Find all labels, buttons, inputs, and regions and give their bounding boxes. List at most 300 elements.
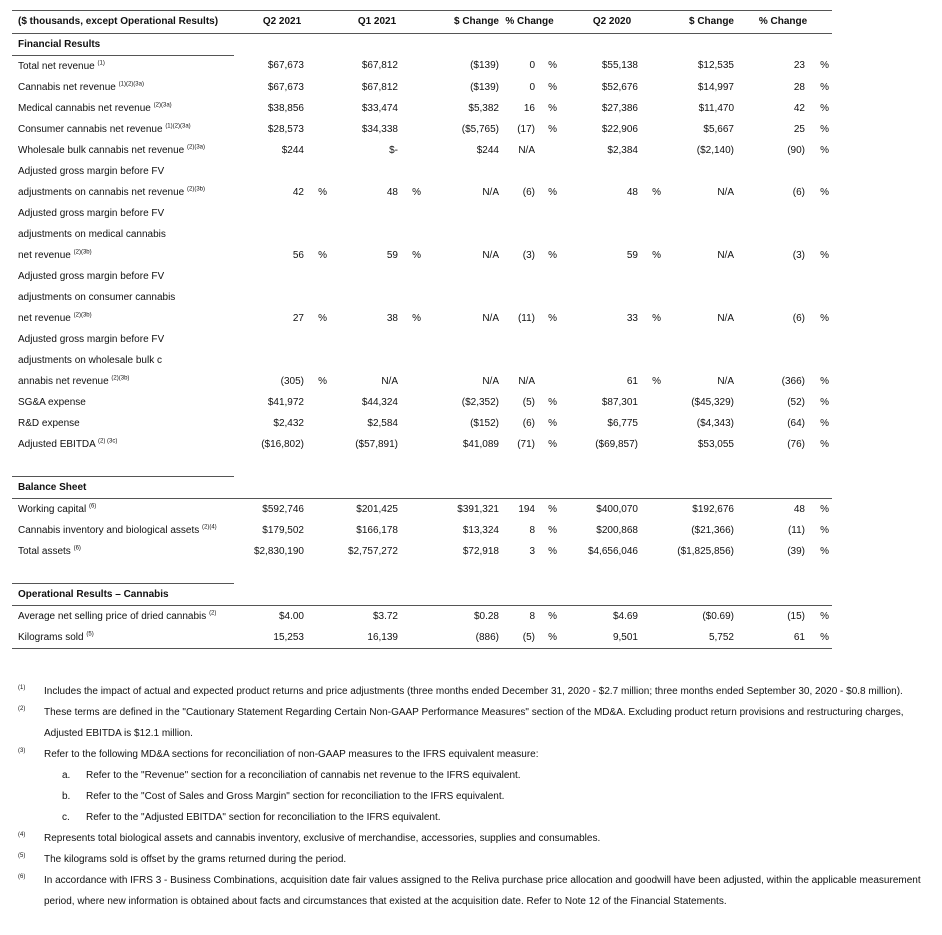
row-label-text: Wholesale bulk cannabis net revenue [18,144,185,156]
table-row [12,98,832,119]
cell-q2-2021: 56 [292,249,304,261]
spacer-cell [664,455,734,477]
cell-q2-2020: $4.69 [612,610,638,622]
row-filler [234,161,832,182]
cell-q2-2020: 59 [626,249,638,261]
table-row [12,392,832,413]
cell-change-1: $5,382 [468,102,499,114]
cell-pct-change-2-sign: % [820,312,829,324]
footnote-text: The kilograms sold is offset by the grams returned during the period. [44,854,347,865]
cell-pct-change-1: 16 [523,102,535,114]
table-row [12,371,832,392]
cell-pct-change-2-sign: % [820,186,829,198]
footnote-text: These terms are defined in the "Cautionary Statement Regarding Certain Non-GAAP Performance Measures" section of the MD&A. Excluding product return provisions and restructuring charges, Adjusted EBITDA is $12.1 million. [44,707,904,739]
cell-q2-2021-sign [304,413,330,434]
table-row [12,413,832,434]
cell-pct-change-1: (5) [499,627,535,649]
cell-q2-2020-sign [638,627,664,649]
header-pct-change-2: % Change [734,11,832,34]
cell-change-1: ($2,352) [461,396,499,408]
cell-q2-2020-sign [638,140,664,161]
row-label [12,56,234,78]
cell-q2-2020: $55,138 [601,60,638,72]
row-label-line: Adjusted gross margin before FV [18,165,165,177]
footnote-ref: (1)(2)(3a) [165,123,191,130]
cell-pct-change-2-sign: % [820,123,829,135]
header-change-2: $ Change [664,11,734,34]
cell-pct-change-1: (17) [517,123,535,135]
row-label [12,77,234,98]
spacer-cell [499,562,535,584]
footnote-subitem-mark: b. [62,791,71,802]
cell-q2-2020: 9,501 [560,627,638,649]
cell-pct-change-1-sign: % [548,545,557,557]
row-label-line: Adjusted gross margin before FV [18,333,165,345]
cell-pct-change-1: (6) [522,417,535,429]
cell-q1-2021-sign: % [412,312,421,324]
cell-pct-change-1: 3 [529,545,535,557]
cell-change-2: $53,055 [697,438,734,450]
footnote-ref: (2)(3b) [73,249,92,256]
cell-pct-change-2-sign: % [820,610,829,622]
cell-pct-change-2-sign: % [820,60,829,72]
cell-q1-2021: $166,178 [356,524,398,536]
cell-pct-change-1: 0 [529,81,535,93]
spacer-cell [304,562,330,584]
cell-pct-change-1-sign: % [548,396,557,408]
cell-q2-2021-sign [304,520,330,541]
section-title: Balance Sheet [12,477,234,499]
cell-pct-change-1: N/A [518,144,535,156]
cell-q2-2021-sign [304,541,330,562]
footnote-ref: (2)(3b) [73,312,92,319]
cell-change-1: N/A [482,249,499,261]
cell-change-2: $12,535 [697,60,734,72]
cell-pct-change-2-sign: % [820,102,829,114]
row-label [12,308,234,329]
footnote-text: Includes the impact of actual and expected product returns and price adjustments (three months ended December 31, 2020 - $2.7 million; three months ended September 30, 2020 - $0.8 million). [44,686,903,697]
footnote-subitem [16,786,928,807]
footnote-ref: (6) [88,503,97,510]
footnote-subitem-text: Refer to the "Adjusted EBITDA" section for reconciliation to the IFRS equivalent. [86,812,441,823]
cell-q2-2021-sign [304,627,330,649]
cell-q2-2020: 48 [626,186,638,198]
footnote [16,702,928,744]
cell-pct-change-2: (90) [787,144,805,156]
cell-change-1: $72,918 [462,545,499,557]
spacer-cell [535,455,560,477]
cell-pct-change-1: (3) [522,249,535,261]
cell-q2-2020: 33 [626,312,638,324]
cell-q1-2021: 59 [386,249,398,261]
row-filler [234,224,832,245]
row-label [12,499,234,521]
row-label [12,245,234,266]
cell-q2-2020-sign: % [652,375,661,387]
cell-q1-2021: $2,757,272 [347,545,398,557]
cell-q1-2021: 38 [386,312,398,324]
cell-pct-change-1: (11) [517,312,535,324]
cell-pct-change-2: (76) [787,438,805,450]
footnote-ref: (1)(2)(3a) [118,81,144,88]
table-row [12,140,832,161]
cell-change-2: N/A [717,375,734,387]
footnote-subitem-text: Refer to the "Revenue" section for a reconciliation of cannabis net revenue to the IFRS equivalent. [86,770,521,781]
cell-q2-2020-sign [638,56,664,78]
cell-q2-2020: $200,868 [596,524,638,536]
table-row [12,182,832,203]
footnote-ref: (5) [86,631,94,638]
section-header-rule [234,34,832,56]
cell-q2-2021-sign: % [318,186,327,198]
table-row [12,56,832,78]
cell-q2-2020-sign [638,434,664,455]
cell-pct-change-1-sign: % [548,123,557,135]
cell-q1-2021-sign [398,627,424,649]
cell-pct-change-2: 23 [793,60,805,72]
spacer-cell [560,562,638,584]
footnote-ref: (2)(3b) [187,186,206,193]
cell-change-1: (886) [424,627,499,649]
cell-q1-2021: N/A [381,375,398,387]
cell-pct-change-2: (64) [787,417,805,429]
cell-q2-2021: (305) [280,375,304,387]
header-q1-2021: Q1 2021 [330,11,424,34]
cell-q2-2020-sign [638,392,664,413]
footnote-ref: (6) [73,545,81,552]
cell-change-2: 5,752 [664,627,734,649]
row-label-text: adjustments on cannabis net revenue [18,186,185,198]
cell-pct-change-2-sign: % [820,81,829,93]
cell-pct-change-1-sign: % [548,503,557,515]
header-q2-2020: Q2 2020 [560,11,664,34]
spacer-cell [805,562,832,584]
header-change-1: $ Change [424,11,499,34]
header-label: ($ thousands, except Operational Results) [12,11,234,34]
cell-change-1: ($5,765) [461,123,499,135]
cell-change-1: N/A [482,375,499,387]
cell-pct-change-2: (366) [781,375,805,387]
footnote [16,681,928,702]
cell-pct-change-2-sign: % [820,438,829,450]
cell-pct-change-1-sign [535,371,560,392]
spacer-cell [499,455,535,477]
footnote-mark: (3) [18,748,26,754]
spacer-cell [424,455,499,477]
cell-pct-change-2-sign: % [820,524,829,536]
cell-q1-2021-sign [398,98,424,119]
table-row [12,119,832,140]
cell-pct-change-2-sign: % [820,417,829,429]
cell-q2-2021-sign [304,499,330,521]
footnote-subitem-mark: c. [62,812,70,823]
spacer-cell [330,562,398,584]
spacer-cell [304,455,330,477]
row-label [12,541,234,562]
row-label-text: Average net selling price of dried cannabis [18,610,207,622]
spacer-cell [12,562,234,584]
spacer-cell [734,562,805,584]
cell-q1-2021-sign [398,392,424,413]
table-row [12,499,832,521]
cell-q1-2021: $2,584 [367,417,398,429]
cell-pct-change-1-sign: % [548,610,557,622]
section-header-row [12,584,832,606]
cell-change-1: $13,324 [462,524,499,536]
cell-change-1: ($139) [470,81,499,93]
cell-pct-change-1: 194 [518,503,535,515]
cell-q1-2021: $3.72 [372,610,398,622]
table-row-label-line [12,266,832,287]
section-header-rule [234,584,832,606]
cell-q2-2021-sign [304,434,330,455]
table-row-label-line [12,161,832,182]
row-label [12,140,234,161]
spacer-cell [398,455,424,477]
cell-change-2: N/A [717,249,734,261]
cell-q2-2021: 15,253 [234,627,304,649]
cell-q2-2020: 61 [626,375,638,387]
cell-q2-2021-sign [304,119,330,140]
row-label [12,119,234,140]
section-header-row [12,34,832,56]
cell-q2-2021-sign: % [318,249,327,261]
row-label-text: Medical cannabis net revenue [18,102,151,114]
cell-q2-2021: $4.00 [278,610,304,622]
footnote-ref: (2)(4) [202,524,217,531]
table-header-row [12,11,832,34]
header-q2-2021: Q2 2021 [234,11,330,34]
cell-pct-change-2-sign: % [820,249,829,261]
cell-pct-change-2: (6) [792,312,805,324]
cell-q2-2021: $2,830,190 [253,545,304,557]
row-label [12,98,234,119]
cell-pct-change-2: 25 [793,123,805,135]
footnote [16,870,928,912]
cell-pct-change-1: (71) [517,438,535,450]
footnote [16,744,928,765]
spacer-cell [234,562,304,584]
cell-q2-2021-sign [304,140,330,161]
footnote-mark: (6) [18,874,26,880]
cell-change-2: $5,667 [703,123,734,135]
cell-q1-2021-sign: % [412,249,421,261]
row-label-text: Total net revenue [18,60,95,72]
financial-highlights-table [12,10,832,649]
cell-change-1: $41,089 [462,438,499,450]
section-header-rule [234,477,832,499]
cell-q1-2021-sign [398,520,424,541]
table-row [12,541,832,562]
cell-q1-2021-sign [398,119,424,140]
cell-change-1: N/A [482,186,499,198]
spacer-cell [12,455,234,477]
spacer-cell [234,455,304,477]
table-row [12,434,832,455]
row-filler [234,350,832,371]
cell-pct-change-2-sign: % [805,627,832,649]
footnote-mark: (1) [18,685,26,691]
cell-q2-2020-sign [638,77,664,98]
cell-pct-change-2: 61 [734,627,805,649]
cell-pct-change-1: (5) [522,396,535,408]
cell-q2-2021-sign: % [318,312,327,324]
cell-pct-change-2: (6) [792,186,805,198]
table-row-label-line [12,287,832,308]
row-label-text: Kilograms sold [18,631,84,643]
cell-q2-2021-sign [304,606,330,628]
cell-pct-change-1-sign: % [548,417,557,429]
table-row [12,606,832,628]
spacer-cell [734,455,805,477]
cell-pct-change-2: (11) [787,524,805,536]
cell-pct-change-1-sign: % [548,102,557,114]
footnote [16,828,928,849]
cell-pct-change-1-sign: % [548,438,557,450]
footnote-mark: (4) [18,832,26,838]
cell-q1-2021-sign [398,606,424,628]
cell-change-2: ($1,825,856) [677,545,734,557]
cell-pct-change-2: 28 [793,81,805,93]
spacer-cell [805,455,832,477]
cell-pct-change-2: (3) [792,249,805,261]
cell-q1-2021: ($57,891) [355,438,398,450]
cell-q2-2021-sign [304,77,330,98]
cell-change-2: ($0.69) [702,610,734,622]
cell-q1-2021: $33,474 [361,102,398,114]
table-row-label-line [12,350,832,371]
cell-q2-2021: $41,972 [267,396,304,408]
cell-q2-2021: $67,673 [267,81,304,93]
cell-q2-2021-sign [304,392,330,413]
cell-change-2: N/A [717,186,734,198]
header-pct-change-1: % Change [499,11,560,34]
footnote-mark: (5) [18,853,26,859]
spacer-cell [424,562,499,584]
cell-q2-2021: 42 [292,186,304,198]
cell-q1-2021-sign [398,140,424,161]
row-label-text: Cannabis inventory and biological assets [18,524,200,536]
cell-change-2: ($21,366) [691,524,734,536]
cell-q1-2021: 48 [386,186,398,198]
cell-q2-2021: ($16,802) [261,438,304,450]
row-label [12,392,234,413]
spacer-cell [398,562,424,584]
footnote-ref: (2)(3b) [111,375,130,382]
table-row [12,627,832,649]
cell-q1-2021: $34,338 [361,123,398,135]
cell-q2-2021: $244 [281,144,304,156]
cell-q2-2020-sign [638,98,664,119]
table-row-label-line [12,329,832,350]
cell-pct-change-2: (15) [787,610,805,622]
spacer-cell [535,562,560,584]
cell-pct-change-2-sign: % [820,375,829,387]
cell-pct-change-2-sign: % [820,503,829,515]
footnote-subitem-text: Refer to the "Cost of Sales and Gross Margin" section for reconciliation to the IFRS equivalent. [86,791,505,802]
row-label [12,520,234,541]
cell-pct-change-2: (39) [787,545,805,557]
cell-pct-change-1-sign: % [548,81,557,93]
footnote-mark: (2) [18,706,26,712]
cell-q2-2020-sign: % [652,312,661,324]
cell-pct-change-1-sign: % [548,312,557,324]
cell-q2-2021: 27 [292,312,304,324]
cell-change-2: ($45,329) [691,396,734,408]
cell-change-2: $192,676 [692,503,734,515]
cell-q1-2021-sign [398,371,424,392]
row-filler [234,329,832,350]
cell-change-1: $0.28 [473,610,499,622]
spacer-cell [638,562,664,584]
cell-q2-2021-sign: % [318,375,327,387]
footnote-text: Represents total biological assets and cannabis inventory, exclusive of merchandise, accessories, supplies and consumables. [44,833,601,844]
row-label [12,606,234,628]
row-filler [234,266,832,287]
table-row [12,308,832,329]
cell-pct-change-1: 8 [529,610,535,622]
cell-q1-2021-sign [398,77,424,98]
footnote-ref: (2)(3a) [187,144,206,151]
cell-q2-2020-sign [638,413,664,434]
cell-change-2: $14,997 [697,81,734,93]
cell-q1-2021: $201,425 [356,503,398,515]
cell-q1-2021-sign [398,56,424,78]
footnote [16,849,928,870]
footnote-ref: (1) [97,60,105,67]
cell-pct-change-1-sign [535,140,560,161]
spacer-cell [560,455,638,477]
cell-q2-2020-sign [638,541,664,562]
spacer-cell [664,562,734,584]
row-filler [234,287,832,308]
cell-q1-2021: $44,324 [361,396,398,408]
cell-q1-2021-sign [398,434,424,455]
cell-pct-change-2-sign: % [820,396,829,408]
row-label-text: Cannabis net revenue [18,81,116,93]
cell-q2-2020: $4,656,046 [587,545,638,557]
footnote-ref: (2)(3a) [153,102,172,109]
footnote-text: In accordance with IFRS 3 - Business Combinations, acquisition date fair values assigned to the Reliva purchase price allocation and goodwill have been adjusted, within the applicable measurement period, where new information is obtained about facts and circumstances that existed at the acquisition date. Refer to Note 12 of the Financial Statements. [44,875,921,907]
row-label-text: Total assets [18,545,71,557]
cell-change-1: $244 [476,144,499,156]
cell-q2-2021: $28,573 [267,123,304,135]
section-header-row [12,477,832,499]
row-label-text: SG&A expense [18,396,86,408]
row-label [12,627,234,649]
cell-q2-2020-sign [638,606,664,628]
spacer-cell [330,455,398,477]
table-row-label-line [12,203,832,224]
row-label-text: Adjusted EBITDA [18,438,96,450]
row-label-line: adjustments on wholesale bulk c [18,354,162,366]
row-label [12,182,234,203]
cell-pct-change-2: 42 [793,102,805,114]
row-label-line: Adjusted gross margin before FV [18,207,165,219]
row-label-text: Consumer cannabis net revenue [18,123,163,135]
cell-q2-2020: $400,070 [596,503,638,515]
row-label-text: R&D expense [18,417,80,429]
spacer-cell [638,455,664,477]
cell-q1-2021: $67,812 [361,60,398,72]
cell-pct-change-2: (52) [787,396,805,408]
cell-q2-2021: $38,856 [267,102,304,114]
row-label-text: annabis net revenue [18,375,109,387]
row-label-line: Adjusted gross margin before FV [18,270,165,282]
cell-pct-change-2-sign: % [820,545,829,557]
cell-q1-2021-sign [398,413,424,434]
cell-q2-2020: $2,384 [607,144,638,156]
